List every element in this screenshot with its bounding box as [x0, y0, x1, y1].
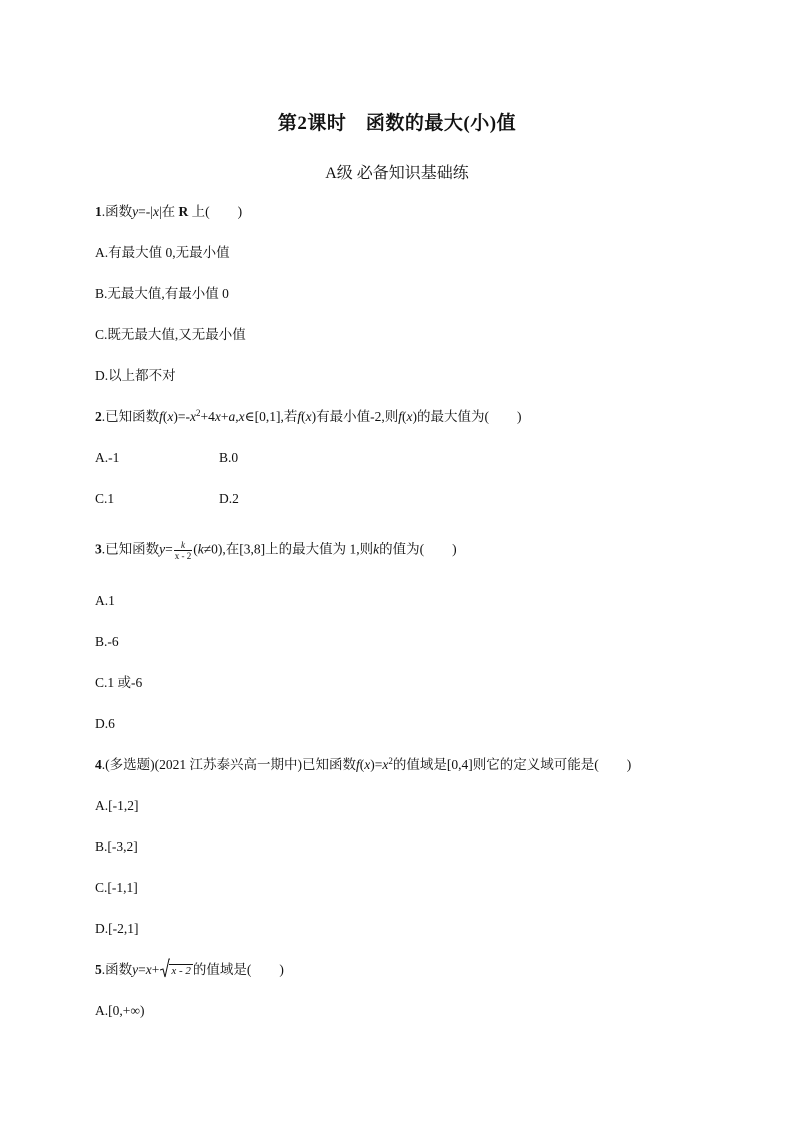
option-a: A.[0,+∞) — [95, 1003, 145, 1018]
option-a: A.[-1,2] — [95, 798, 139, 813]
question-number: 4 — [95, 757, 102, 772]
question-number: 2 — [95, 409, 102, 424]
option-row — [95, 449, 239, 467]
option-b: B.[-3,2] — [95, 839, 138, 854]
square-root: x - 2 — [160, 961, 193, 980]
option-c: C.[-1,1] — [95, 880, 138, 895]
question-2-stem: 2.已知函数$f(x)=-x^2+4x+a,x\in[0,1]$,若f(x)有最小值-2,则f(x)的最大值为( ) — [95, 408, 522, 424]
option-a: A.-1 — [95, 450, 120, 465]
option-d: D.[-2,1] — [95, 921, 139, 936]
question-3-stem: 3.已知函数y= $\frac{k}{x - 2}$ (k≠0),在[3,8]上的最大值为 1,则k的值为( ) — [95, 540, 457, 561]
option-d: D.6 — [95, 716, 115, 731]
question-1-stem: 1.函数y=-|x|在 R 上( ) — [95, 204, 243, 219]
page-title: 第2课时 函数的最大(小)值 — [277, 113, 517, 134]
option-c: C.1 — [95, 491, 115, 506]
option-a: A.1 — [95, 593, 115, 608]
section-title: A级 必备知识基础练 — [325, 165, 469, 182]
question-4-stem: 4.(多选题)(2021 江苏泰兴高一期中)已知函数$f(x)=x^2$的值域是[0,4]则它的定义域可能是( ) — [95, 756, 632, 772]
option-a: A.有最大值 0,无最小值 — [95, 245, 230, 260]
option-d: D.以上都不对 — [95, 368, 176, 383]
question-5-stem: 5.函数y=x+ x - 2 的值域是( ) — [95, 961, 284, 980]
option-row — [95, 490, 239, 508]
question-number: 5 — [95, 962, 102, 977]
option-b: B.0 — [219, 450, 239, 465]
question-number: 1 — [95, 204, 102, 219]
question-number: 3 — [95, 541, 102, 557]
option-d: D.2 — [219, 491, 239, 506]
option-c: C.1 或-6 — [95, 675, 143, 690]
fraction: $\frac{k}{x - 2}$ — [174, 540, 192, 561]
radical-sign-icon — [160, 958, 170, 978]
option-c: C.既无最大值,又无最小值 — [95, 327, 246, 342]
option-b: B.无最大值,有最小值 0 — [95, 286, 229, 301]
option-b: B.-6 — [95, 634, 119, 649]
